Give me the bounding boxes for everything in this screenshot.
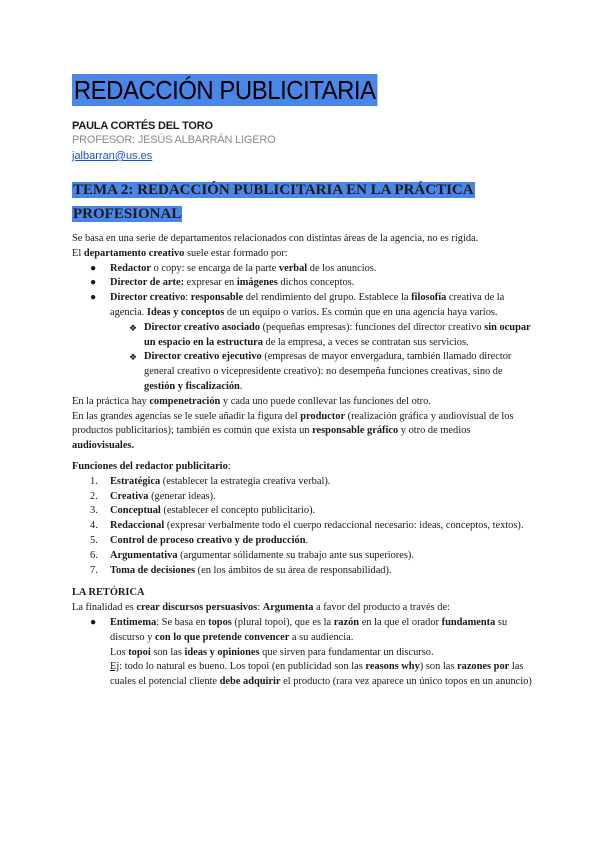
functions-list xyxy=(72,475,532,579)
list-item: 2. Creativa (generar ideas). xyxy=(90,490,216,502)
list-item: 3. Conceptual (establecer el concepto publicitario). xyxy=(90,505,316,517)
list-item: 7. Toma de decisiones (en los ámbitos de su área de responsabilidad). xyxy=(90,564,392,576)
list-item: ● Director creativo: responsable del rendimiento del grupo. Establece la filosofía creativa de la agencia. Ideas y conceptos de un equipo o varios. Es común que en una agencia haya varios. xyxy=(90,292,505,318)
list-item: ● Director de arte: expresar en imágenes dichos conceptos. xyxy=(72,276,532,291)
email-link[interactable]: jalbarran@us.es xyxy=(72,150,153,162)
diamond-bullet-icon: ❖ xyxy=(129,322,138,333)
intro-paragraph: Se basa en una serie de departamentos relacionados con distintas áreas de la agencia, no es rígida. xyxy=(72,233,479,244)
list-item: ● Entimema: Se basa en topos (plural topoi), que es la razón en la que el orador fundamenta su discurso y con lo que pretende convencer a su audiencia. Los topoi son las ideas y opiniones que sirven para fundamentar un discurso. Ej: todo lo natural es bueno. Los topoi (en publicidad son las reasons why) son las razones por las cuales el potencial cliente debe adquirir el producto (rara vez aparece un único topos en un anuncio) xyxy=(90,616,532,688)
document-page xyxy=(72,74,532,690)
bullet-icon: ● xyxy=(90,262,97,274)
roles-list xyxy=(72,262,532,321)
professor-name: PROFESOR: JESÚS ALBARRÁN LIGERO xyxy=(72,134,276,146)
retorica-paragraph: La finalidad es crear discursos persuasivos: Argumenta a favor del producto a través de: xyxy=(72,602,450,614)
section-heading: TEMA 2: REDACCIÓN PUBLICITARIA EN LA PRÁCTICA PROFESIONAL xyxy=(73,182,474,222)
practice-paragraph-2: En las grandes agencias se le suele añadir la figura del productor (realización gráfica y audiovisual de los productos publicitarios); también es común que exista un responsable gráfico y otro de medios audiovisuales. xyxy=(72,410,514,452)
author-name: PAULA CORTÉS DEL TORO xyxy=(72,120,213,132)
list-item: 5. Control de proceso creativo y de producción. xyxy=(90,534,309,546)
bullet-icon: ● xyxy=(90,616,97,628)
bullet-icon: ● xyxy=(90,292,97,304)
document-title: REDACCIÓN PUBLICITARIA xyxy=(73,75,376,105)
list-item: ❖ Director creativo asociado (pequeñas empresas): funciones del director creativo sin ocupar un espacio en la estructura de la empresa, a veces se contratan sus servicios. xyxy=(129,321,531,348)
sub-roles-list xyxy=(72,321,532,395)
list-item: ● Redactor o copy: se encarga de la parte verbal de los anuncios. xyxy=(72,262,532,277)
practice-paragraph: En la práctica hay compenetración y cada uno puede conllevar las funciones del otro. xyxy=(72,395,431,407)
bullet-icon: ● xyxy=(90,277,97,289)
retorica-heading: LA RETÓRICA xyxy=(72,587,145,599)
list-item: 6. Argumentativa (argumentar sólidamente su trabajo ante sus superiores). xyxy=(90,549,414,561)
intro-paragraph-2: El departamento creativo suele estar formado por: xyxy=(72,247,288,259)
list-item: 4. Redaccional (expresar verbalmente todo el cuerpo redaccional necesario: ideas, conceptos, textos). xyxy=(90,520,524,532)
list-item: 1. Estratégica (establecer la estrategia creativa verbal). xyxy=(90,475,331,487)
list-item: ❖ Director creativo ejecutivo (empresas de mayor envergadura, también llamado director general creativo o vicepresidente creativo): no desempeña funciones creativas, sino de gestión y fiscalización. xyxy=(129,351,512,392)
functions-heading: Funciones del redactor publicitario: xyxy=(72,460,231,472)
retorica-list xyxy=(72,616,532,690)
diamond-bullet-icon: ❖ xyxy=(129,352,138,363)
